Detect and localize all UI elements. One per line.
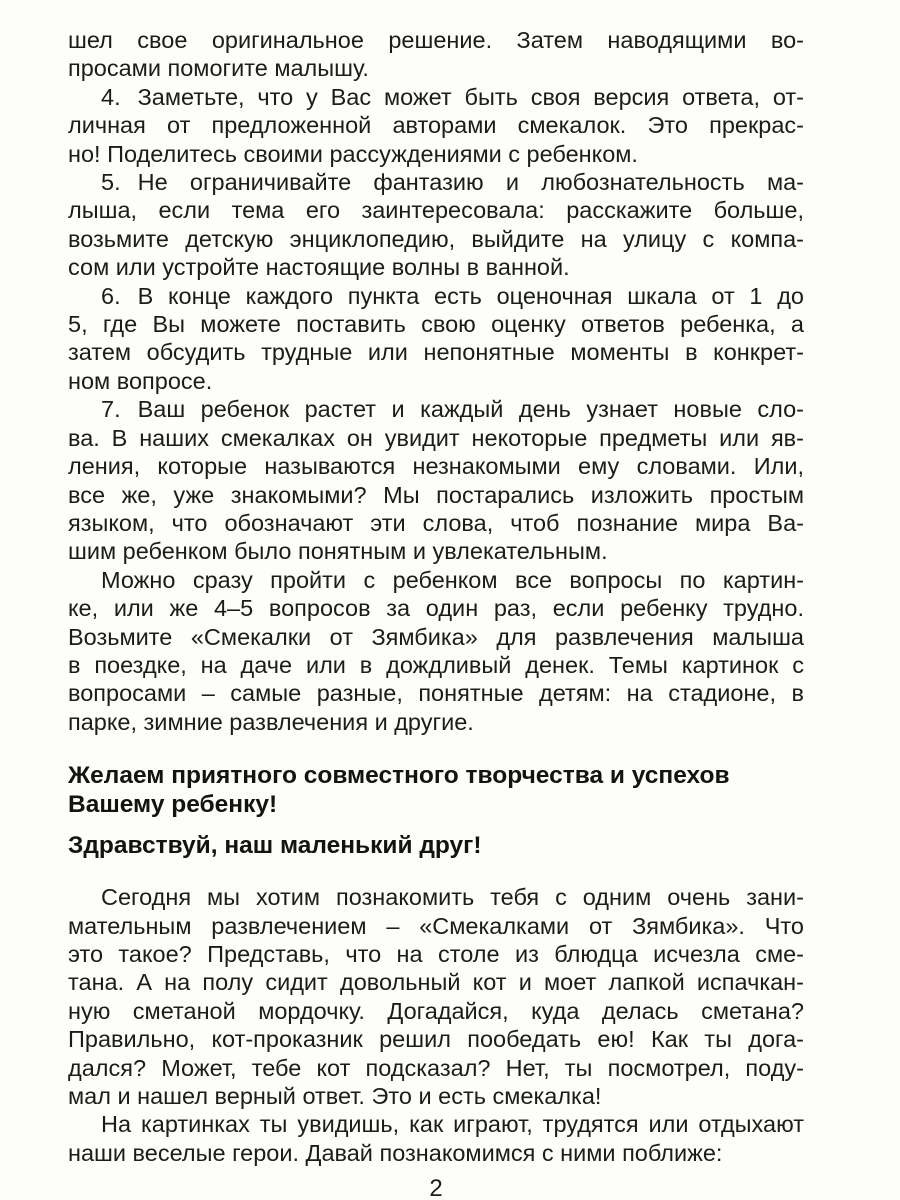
text-line: Правильно, кот-проказник решил пообедать ею! Как ты дога-	[68, 1026, 804, 1053]
text-line: языком, что обозначают эти слова, чтоб познание мира Ва-	[68, 509, 804, 536]
paragraph	[68, 883, 804, 1110]
paragraph	[68, 566, 804, 736]
text-line: 5, где Вы можете поставить свою оценку ответов ребенка, а	[68, 311, 804, 338]
text-line: парке, зимние развлечения и другие.	[68, 708, 474, 735]
text-line: Сегодня мы хотим познакомить тебя с одним очень зани-	[101, 884, 804, 911]
text-line: ления, которые называются незнакомыми ему словами. Или,	[68, 453, 804, 480]
paragraph	[68, 168, 804, 282]
text-line: ную сметаной мордочку. Догадайся, куда делась сметана?	[68, 997, 804, 1024]
text-line: Возьмите «Смекалки от Зямбика» для развлечения малыша	[68, 623, 804, 650]
text-line: вопросами – самые разные, понятные детям: на стадионе, в	[68, 680, 804, 707]
list-number: 4.	[101, 83, 121, 110]
text-line: Можно сразу пройти с ребенком все вопросы по картин-	[101, 566, 804, 593]
text-line: просами помогите малышу.	[68, 55, 369, 82]
list-number: 5.	[101, 169, 121, 196]
text-column	[68, 26, 804, 1167]
text-line: На картинках ты увидишь, как играют, трудятся или отдыхают	[101, 1111, 804, 1138]
text-line: все же, уже знакомыми? Мы постарались изложить простым	[68, 481, 804, 508]
text-line: 4. Заметьте, что у Вас может быть своя версия ответа, от-	[101, 83, 804, 110]
paragraph	[68, 26, 804, 83]
text-line: ва. В наших смекалках он увидит некоторые предметы или яв-	[68, 424, 804, 451]
paragraph	[68, 83, 804, 168]
paragraph	[68, 395, 804, 565]
text-line: шим ребенком было понятным и увлекательным.	[68, 538, 608, 565]
text-line: возьмите детскую энциклопедию, выйдите на улицу с компа-	[68, 225, 804, 252]
text-line: лыша, если тема его заинтересовала: расскажите больше,	[68, 197, 804, 224]
text-line: мал и нашел верный ответ. Это и есть смекалка!	[68, 1083, 602, 1109]
text-line: дался? Может, тебе кот подсказал? Нет, ты посмотрел, поду-	[68, 1054, 804, 1081]
section-heading	[68, 761, 804, 819]
text-line: 6. В конце каждого пункта есть оценочная шкала от 1 до	[101, 282, 804, 309]
paragraph	[68, 1110, 804, 1167]
list-number: 7.	[101, 396, 121, 423]
page-number: 2	[429, 1175, 443, 1200]
text-line: 7. Ваш ребенок растет и каждый день узнает новые сло-	[101, 396, 804, 423]
text-line: это такое? Представь, что на столе из блюдца исчезла сме-	[68, 940, 804, 967]
text-line: мательным развлечением – «Смекалками от Зямбика». Что	[68, 912, 804, 939]
text-line: наши веселые герои. Давай познакомимся с ними поближе:	[68, 1139, 723, 1166]
text-line: ном вопросе.	[68, 367, 213, 394]
text-line: затем обсудить трудные или непонятные моменты в конкрет-	[68, 339, 804, 366]
text-line: тана. А на полу сидит довольный кот и моет лапкой испачкан-	[68, 969, 804, 996]
heading-line: Здравствуй, наш маленький друг!	[68, 832, 482, 860]
text-line: личная от предложенной авторами смекалок. Это прекрас-	[68, 112, 804, 139]
text-line: в поездке, на даче или в дождливый денек. Темы картинок с	[68, 651, 804, 678]
text-line: шел свое оригинальное решение. Затем наводящими во-	[68, 27, 804, 53]
heading-line: Желаем приятного совместного творчества и успехов	[68, 762, 730, 790]
text-line: 5. Не ограничивайте фантазию и любознательность ма-	[101, 169, 804, 196]
paragraph	[68, 282, 804, 396]
text-line: сом или устройте настоящие волны в ванной.	[68, 254, 570, 281]
section-heading	[68, 831, 804, 860]
list-number: 6.	[101, 282, 121, 309]
heading-line: Вашему ребенку!	[68, 791, 278, 819]
text-line: но! Поделитесь своими рассуждениями с ребенком.	[68, 140, 638, 167]
text-line: ке, или же 4–5 вопросов за один раз, если ребенку трудно.	[68, 595, 804, 622]
